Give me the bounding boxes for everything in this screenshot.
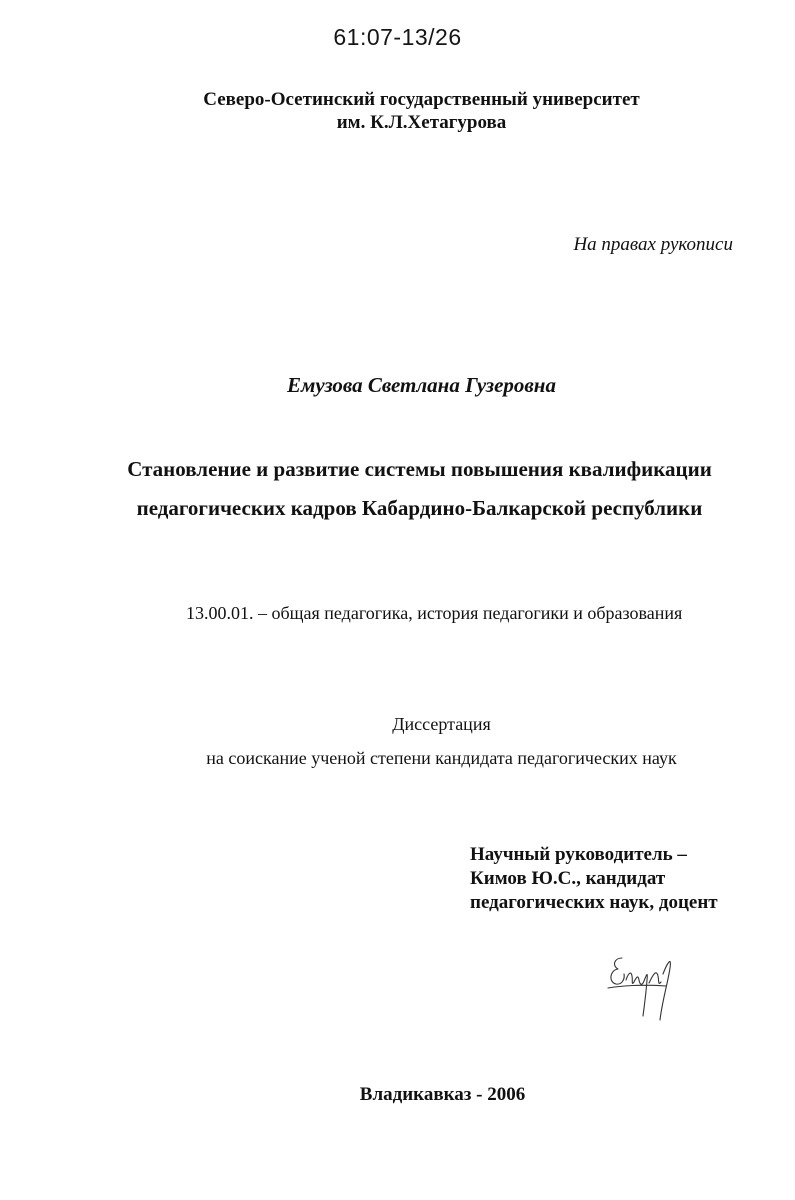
university-line-1: Северо-Осетинский государственный университет [203, 89, 640, 110]
supervisor-line-3: педагогических наук, доцент [470, 892, 718, 913]
university-name [0, 88, 795, 134]
author-name: Емузова Светлана Гузеровна [287, 373, 556, 397]
dissertation-label: Диссертация [392, 714, 491, 734]
supervisor-block [470, 843, 718, 915]
supervisor-line-1: Научный руководитель – [470, 844, 687, 865]
catalog-number: 61:07-13/26 [333, 24, 462, 50]
specialty-code: 13.00.01. – общая педагогика, история педагогики и образования [186, 603, 683, 623]
dissertation-info [0, 707, 795, 775]
degree-statement: на соискание ученой степени кандидата педагогических наук [206, 748, 677, 768]
title-line-1: Становление и развитие системы повышения квалификации [127, 457, 712, 481]
title-line-2: педагогических кадров Кабардино-Балкарской республики [136, 496, 703, 520]
dissertation-title [0, 450, 795, 528]
place-and-year: Владикавказ - 2006 [359, 1084, 526, 1105]
rights-note: На правах рукописи [573, 234, 733, 255]
university-line-2: им. К.Л.Хетагурова [336, 112, 507, 133]
supervisor-line-2: Кимов Ю.С., кандидат [470, 868, 666, 889]
handwritten-signature [600, 950, 690, 1025]
